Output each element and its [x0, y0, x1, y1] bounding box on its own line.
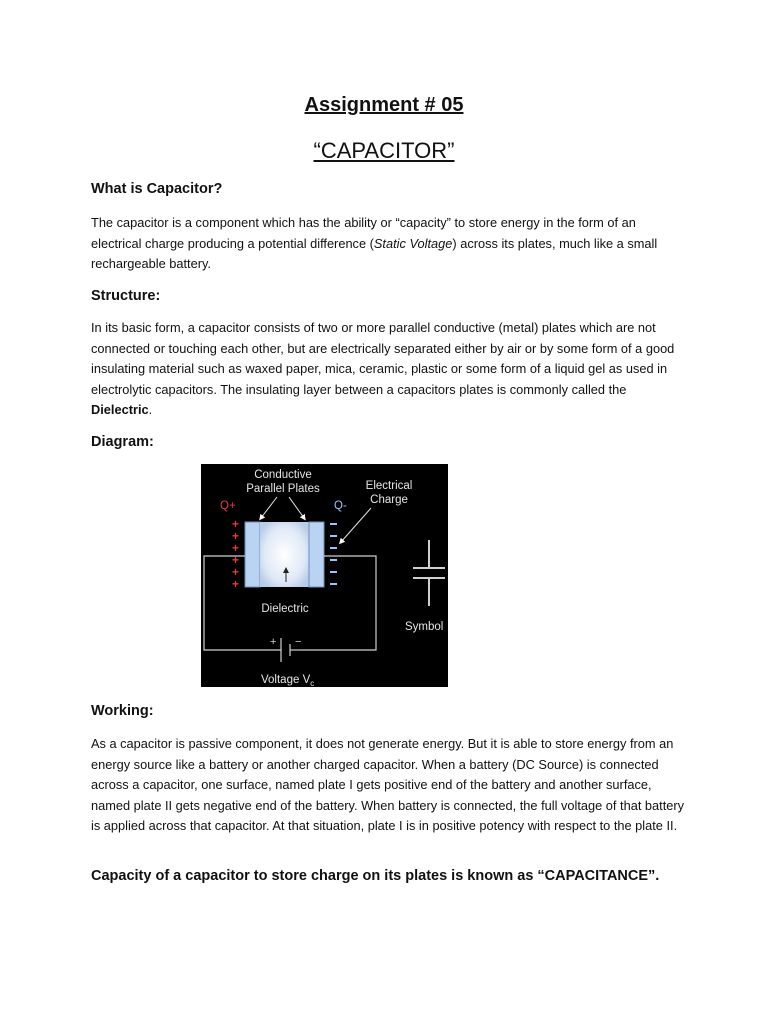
paragraph-structure	[91, 318, 686, 421]
charge-label-line1: Electrical	[365, 480, 413, 492]
dielectric-region	[260, 522, 309, 587]
paragraph-working: As a capacitor is passive component, it does not generate energy. But it is able to store energy from an energy source like a battery or another charged capacitor. When a battery (DC Source) is connected across a capacitor, one surface, named plate I gets positive end of the battery and another surface, named plate II gets negative end of the battery. When battery is connected, the full voltage of that battery is applied across that capacitor. At that situation, plate I is in positive potency with respect to the plate II.	[91, 736, 685, 833]
svg-text:+: +	[232, 541, 240, 555]
plate-negative	[309, 522, 324, 587]
plate-positive	[245, 522, 260, 587]
capacitor-symbol	[413, 540, 445, 606]
symbol-label: Symbol	[405, 621, 444, 633]
plates-label-line1: Conductive	[254, 469, 312, 481]
q-minus-label: Q-	[334, 500, 347, 512]
assignment-title: Assignment # 05	[304, 94, 464, 116]
static-voltage-term: Static Voltage	[373, 235, 453, 251]
negative-charges	[330, 524, 337, 584]
charge-label-line2: Charge	[370, 494, 408, 506]
charge-pointer	[341, 508, 371, 542]
dielectric-term: Dielectric	[91, 402, 149, 417]
definition-tail: ) across its plates, much like a small rechargeable battery.	[91, 235, 658, 271]
definition-lead: The capacitor is a component which has the ability or “capacity” to store energy in the form of an electrical charge producing a potential difference (	[91, 215, 636, 251]
battery-plus-sign: +	[270, 636, 277, 648]
svg-text:+: +	[232, 529, 240, 543]
heading-diagram: Diagram:	[91, 434, 154, 450]
capacitance-statement: Capacity of a capacitor to store charge on its plates is known as “CAPACITANCE”.	[91, 868, 660, 884]
paragraph-definition	[91, 213, 686, 275]
topic-title: “CAPACITOR”	[313, 138, 455, 163]
q-plus-label: Q+	[220, 500, 236, 512]
voltage-subscript: c	[310, 679, 315, 687]
svg-text:+: +	[232, 553, 240, 567]
plates-pointer-right	[289, 497, 304, 518]
heading-what-is-capacitor: What is Capacitor?	[91, 181, 223, 197]
battery-minus-sign: −	[295, 636, 302, 648]
svg-text:+: +	[232, 517, 240, 531]
plates-pointer-left	[261, 497, 277, 518]
dielectric-label: Dielectric	[261, 603, 309, 615]
voltage-label-text: Voltage V	[261, 674, 311, 686]
structure-lead: In its basic form, a capacitor consists of two or more parallel conductive (metal) plates which are not connected or touching each other, but are electrically separated either by air or by some form of a good insulating material such as waxed paper, mica, ceramic, plastic or some form of a liquid gel as used in electrolytic capacitors. The insulating layer between a capacitors plates is commonly called the	[91, 320, 675, 397]
structure-tail: .	[148, 402, 153, 417]
capacitor-diagram-svg	[201, 464, 448, 687]
svg-text:+: +	[232, 565, 240, 579]
voltage-label	[261, 674, 314, 687]
capacitor-diagram	[201, 464, 448, 687]
positive-charges	[232, 517, 239, 591]
plates-label-line2: Parallel Plates	[246, 483, 320, 495]
heading-structure: Structure:	[91, 288, 161, 304]
svg-text:+: +	[232, 577, 240, 591]
heading-working: Working:	[91, 703, 154, 719]
